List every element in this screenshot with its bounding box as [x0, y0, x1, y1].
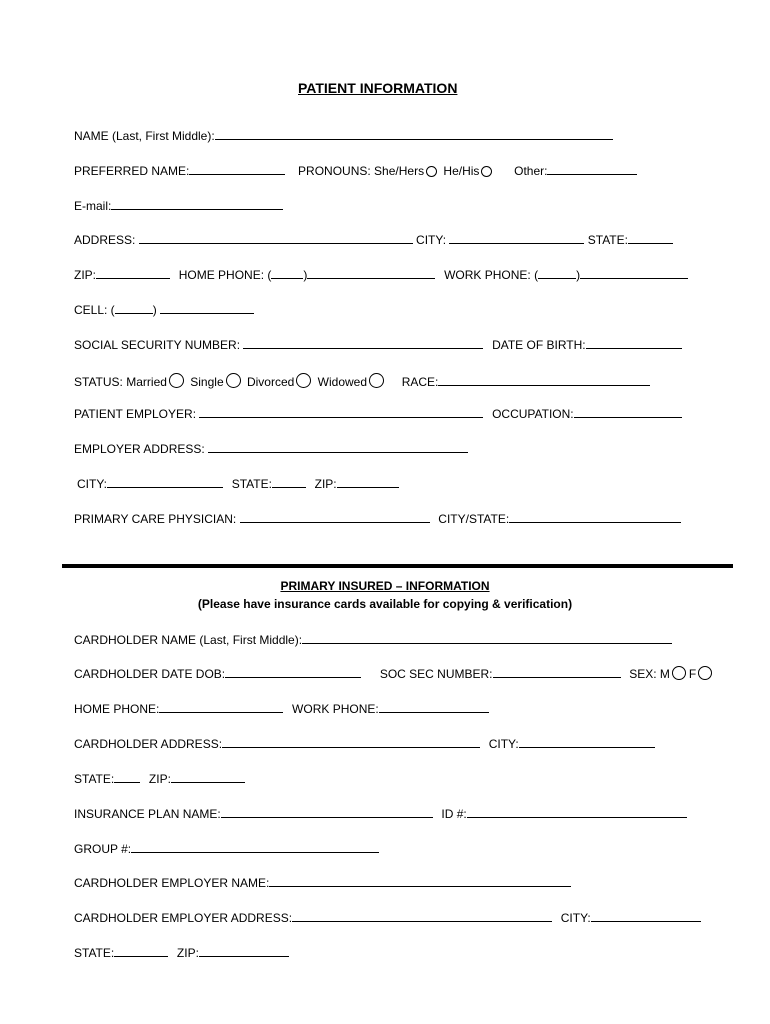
cardholder-dob-field[interactable] — [225, 666, 361, 678]
insured-work-phone-field[interactable] — [379, 701, 489, 713]
cardholder-employer-address-label: CARDHOLDER EMPLOYER ADDRESS: — [74, 911, 293, 925]
employer-address-label: EMPLOYER ADDRESS: — [74, 442, 205, 456]
status-row — [74, 373, 650, 389]
pronouns-label: PRONOUNS: She/Hers — [298, 164, 425, 178]
city-field[interactable] — [449, 232, 584, 244]
employer-city-row — [77, 476, 399, 491]
page-title: PATIENT INFORMATION — [298, 80, 458, 96]
emp-city-label: CITY: — [77, 477, 108, 491]
cardholder-address-row — [74, 736, 655, 751]
employer-label: PATIENT EMPLOYER: — [74, 407, 197, 421]
work-phone-area-field[interactable] — [538, 267, 576, 279]
group-label: GROUP #: — [74, 842, 132, 856]
state-label: STATE: — [587, 233, 628, 247]
widowed-label: Widowed — [317, 375, 368, 389]
email-field[interactable] — [111, 198, 283, 210]
address-row — [74, 232, 673, 247]
other-label: Other: — [514, 164, 548, 178]
section-divider — [62, 564, 733, 568]
emp-state-field[interactable] — [272, 476, 306, 488]
city-state-label: CITY/STATE: — [438, 512, 510, 526]
zip-field[interactable] — [96, 267, 170, 279]
insured-city-field[interactable] — [519, 736, 655, 748]
home-phone-area-field[interactable] — [271, 267, 303, 279]
insured-section-subtitle: (Please have insurance cards available for copying & verification) — [197, 597, 573, 611]
work-phone-field[interactable] — [580, 267, 688, 279]
email-row — [74, 198, 283, 213]
cardholder-dob-label: CARDHOLDER DATE DOB: — [74, 667, 226, 681]
name-field[interactable] — [215, 128, 613, 140]
zip-phone-row — [74, 267, 688, 282]
race-field[interactable] — [438, 374, 650, 386]
he-his-label: He/His — [443, 164, 480, 178]
emp-city-field[interactable] — [107, 476, 223, 488]
status-label: STATUS: — [74, 375, 123, 389]
id-field[interactable] — [467, 806, 687, 818]
cardholder-employer-row — [74, 875, 571, 890]
state-field[interactable] — [628, 232, 673, 244]
insured-home-phone-label: HOME PHONE: — [74, 702, 160, 716]
divorced-label: Divorced — [246, 375, 295, 389]
sex-f-radio[interactable] — [698, 666, 712, 680]
cardholder-address-label: CARDHOLDER ADDRESS: — [74, 737, 223, 751]
cardholder-name-row — [74, 632, 672, 647]
employer-state-field[interactable] — [114, 945, 168, 957]
zip-label: ZIP: — [74, 268, 97, 282]
emp-zip-label: ZIP: — [314, 477, 337, 491]
sex-m-radio[interactable] — [672, 666, 686, 680]
emp-zip-field[interactable] — [337, 476, 399, 488]
dob-label: DATE OF BIRTH: — [492, 338, 586, 352]
city-label: CITY: — [416, 233, 447, 247]
employer-row — [74, 406, 682, 421]
cardholder-employer-label: CARDHOLDER EMPLOYER NAME: — [74, 876, 270, 890]
cardholder-name-label: CARDHOLDER NAME (Last, First Middle): — [74, 633, 303, 647]
cardholder-employer-address-field[interactable] — [292, 910, 552, 922]
ssn-field[interactable] — [243, 337, 483, 349]
preferred-row — [74, 163, 637, 178]
insured-state-row — [74, 771, 245, 786]
ssn-row — [74, 337, 682, 352]
occupation-field[interactable] — [574, 406, 682, 418]
work-phone-label: WORK PHONE: ( — [444, 268, 539, 282]
group-field[interactable] — [131, 841, 379, 853]
employer-city-field[interactable] — [591, 910, 701, 922]
dob-field[interactable] — [586, 337, 682, 349]
employer-address-field[interactable] — [208, 441, 468, 453]
employer-address-row — [74, 441, 468, 456]
employer-zip-label: ZIP: — [176, 946, 199, 960]
insured-state-field[interactable] — [114, 771, 140, 783]
divorced-radio[interactable] — [296, 373, 311, 388]
cardholder-address-field[interactable] — [222, 736, 480, 748]
id-label: ID #: — [441, 807, 467, 821]
married-label: Married — [126, 375, 167, 389]
insured-section-title: PRIMARY INSURED – INFORMATION — [280, 579, 490, 593]
preferred-name-field[interactable] — [189, 163, 285, 175]
soc-sec-field[interactable] — [493, 666, 621, 678]
cardholder-name-field[interactable] — [302, 632, 672, 644]
insured-state-label: STATE: — [74, 772, 115, 786]
cell-label: CELL: ( — [74, 303, 115, 317]
paren-close: ) — [303, 268, 308, 282]
home-phone-field[interactable] — [307, 267, 435, 279]
pcp-field[interactable] — [240, 511, 430, 523]
she-hers-radio[interactable] — [426, 166, 437, 177]
he-his-radio[interactable] — [481, 166, 492, 177]
sex-f-label: F — [688, 667, 697, 681]
preferred-name-label: PREFERRED NAME: — [74, 164, 190, 178]
name-label: NAME (Last, First Middle): — [74, 129, 215, 143]
employer-city-label: CITY: — [560, 911, 591, 925]
insured-zip-label: ZIP: — [148, 772, 171, 786]
plan-row — [74, 806, 687, 821]
cardholder-employer-field[interactable] — [269, 875, 571, 887]
insured-home-phone-field[interactable] — [159, 701, 283, 713]
plan-name-field[interactable] — [221, 806, 433, 818]
insured-zip-field[interactable] — [171, 771, 245, 783]
email-label: E-mail: — [74, 199, 112, 213]
married-radio[interactable] — [169, 373, 184, 388]
insured-phone-row — [74, 701, 489, 716]
occupation-label: OCCUPATION: — [492, 407, 574, 421]
home-phone-label: HOME PHONE: ( — [178, 268, 272, 282]
address-field[interactable] — [139, 232, 413, 244]
emp-state-label: STATE: — [231, 477, 272, 491]
employer-state-row — [74, 945, 289, 960]
plan-name-label: INSURANCE PLAN NAME: — [74, 807, 221, 821]
employer-zip-field[interactable] — [199, 945, 289, 957]
soc-sec-label: SOC SEC NUMBER: — [379, 667, 493, 681]
address-label: ADDRESS: — [74, 233, 136, 247]
group-row — [74, 841, 379, 856]
insured-city-label: CITY: — [488, 737, 519, 751]
widowed-radio[interactable] — [369, 373, 384, 388]
employer-state-label: STATE: — [74, 946, 115, 960]
cell-field[interactable] — [160, 302, 254, 314]
ssn-label: SOCIAL SECURITY NUMBER: — [74, 338, 241, 352]
cardholder-dob-row — [74, 666, 715, 681]
employer-field[interactable] — [199, 406, 483, 418]
single-label: Single — [190, 375, 224, 389]
pcp-city-state-field[interactable] — [509, 511, 681, 523]
cell-row — [74, 302, 254, 317]
insured-work-phone-label: WORK PHONE: — [292, 702, 379, 716]
sex-label: SEX: M — [629, 667, 670, 681]
pcp-row — [74, 511, 681, 526]
cell-area-field[interactable] — [115, 302, 153, 314]
paren-close: ) — [152, 303, 157, 317]
paren-close: ) — [576, 268, 581, 282]
race-label: RACE: — [401, 375, 439, 389]
name-row — [74, 128, 613, 143]
pcp-label: PRIMARY CARE PHYSICIAN: — [74, 512, 237, 526]
cardholder-employer-address-row — [74, 910, 701, 925]
single-radio[interactable] — [226, 373, 241, 388]
other-pronoun-field[interactable] — [547, 163, 637, 175]
